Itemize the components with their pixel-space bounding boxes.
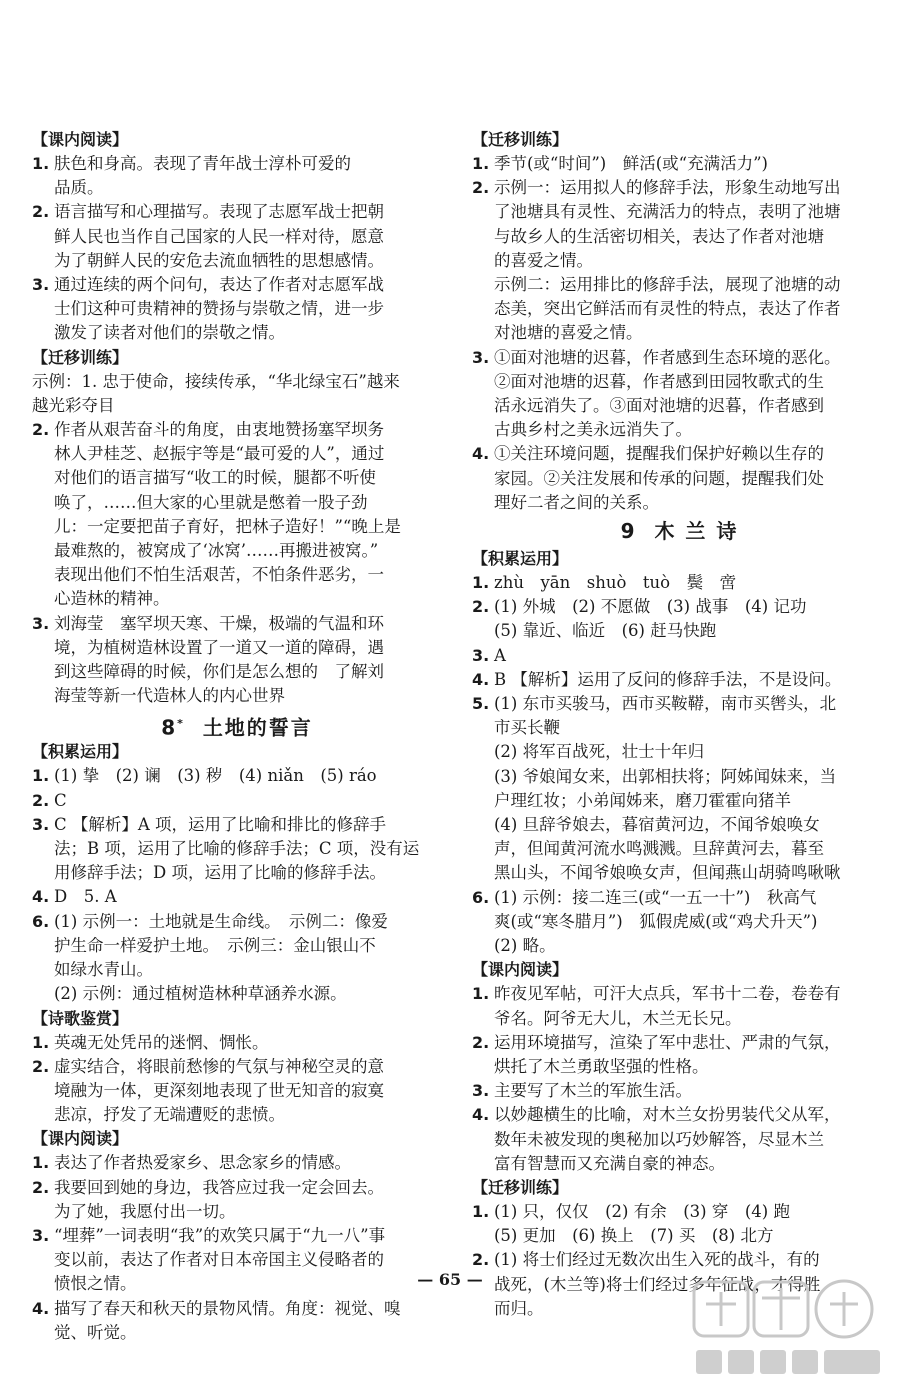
answer-item [32,789,442,813]
answer-line: 护生命一样爱护土地。 示例三：金山银山不 [54,935,376,955]
answer-line: 示例：1. 忠于使命，接续传承，“华北绿宝石”越来 [32,371,400,391]
answer-line: 英魂无处凭吊的迷惘、惆怅。 [54,1032,269,1052]
answer-item [32,813,442,886]
section-heading: 【积累运用】 [32,742,129,762]
answer-list [472,152,887,515]
answer-line: 境融为一体，更深刻地表现了世无知音的寂寞 [54,1080,384,1100]
answer-item [472,644,887,668]
item-number: 2. [32,420,50,440]
right-column [472,128,887,1321]
answer-line: ②面对池塘的迟暮，作者感到田园牧歌式的生 [494,371,824,391]
answer-line: 海莹等新一代造林人的内心世界 [54,686,285,706]
answer-item [32,273,442,346]
answer-line: 黑山头，不闻爷娘唤女声，但闻燕山胡骑鸣啾啾 [494,863,841,883]
item-number: 1. [472,1201,490,1221]
answer-line: 到这些障碍的时候，你们是怎么想的 了解刘 [54,662,384,682]
left-column [32,128,442,1345]
lesson-mark: * [177,717,185,731]
answer-item [472,668,887,692]
item-number: 4. [472,1105,490,1125]
answer-line: (1) 挚 (2) 谰 (3) 秽 (4) niǎn (5) ráo [54,766,377,786]
answer-line: 爽(或“寒冬腊月”) 狐假虎威(或“鸡犬升天”) [494,911,818,931]
answer-line: 昨夜见军帖，可汗大点兵，军书十二卷，卷卷有 [494,984,841,1004]
answer-line: (4) 旦辞爷娘去，暮宿黄河边，不闻爷娘唤女 [494,815,820,835]
answer-list [32,418,442,708]
answer-line: (1) 只，仅仅 (2) 有余 (3) 穿 (4) 跑 [494,1201,790,1221]
answer-line: 示例二：运用排比的修辞手法，展现了池塘的动 [494,275,841,295]
answer-line: 悲凉，抒发了无端遭贬的悲愤。 [54,1105,285,1125]
answer-line: 鲜人民也当作自己国家的人民一样对待，愿意 [54,226,384,246]
section-heading: 【课内阅读】 [472,960,569,980]
answer-list [32,152,442,346]
answer-line: 儿：一定要把苗子育好，把林子造好！”“晚上是 [54,516,401,536]
item-number: 6. [32,911,50,931]
answer-line: 战死，(木兰等)将士们经过多年征战，才得胜 [494,1274,821,1294]
section-heading: 【迁移训练】 [32,347,129,367]
item-number: 3. [32,275,50,295]
answer-item [472,1200,887,1248]
answer-item [472,346,887,443]
answer-item [472,1103,887,1176]
item-number: 2. [32,1056,50,1076]
answer-line: 肤色和身高。表现了青年战士淳朴可爱的 [54,154,351,173]
item-number: 4. [32,1298,50,1318]
answer-line: 烘托了木兰勇敢坚强的性格。 [494,1056,709,1076]
answer-line: 而归。 [494,1298,544,1318]
answer-item [472,1079,887,1103]
answer-item [32,1176,442,1224]
answer-line: (5) 靠近、临近 (6) 赶马快跑 [494,621,717,641]
answer-line: 户理红妆；小弟闻姊来，磨刀霍霍向猪羊 [494,790,791,810]
lesson-number: 9 [620,519,637,544]
answer-line: 对他们的语言描写“收工的时候，腿都不听使 [54,468,376,488]
item-number: 3. [472,645,490,665]
item-number: 2. [32,202,50,222]
answer-line: 变以前，表达了作者对日本帝国主义侵略者的 [54,1250,384,1270]
item-number: 4. [472,444,490,464]
item-number: 3. [32,1225,50,1245]
answer-line: 古典乡村之美永远消失了。 [494,420,692,440]
item-number: 2. [472,1250,490,1270]
item-number: 1. [32,1032,50,1052]
answer-list [472,571,887,958]
answer-line: 激发了读者对他们的崇敬之情。 [54,323,285,343]
answer-item [32,1151,442,1175]
answer-line: D 5. A [54,887,117,907]
example-answer [32,370,442,418]
answer-line: C 【解析】A 项，运用了比喻和排比的修辞手 [54,814,387,834]
answer-line: 为了她，我愿付出一切。 [54,1201,236,1221]
lesson-name: 土地的誓言 [202,716,313,741]
answer-item [32,885,442,909]
item-number: 2. [472,1032,490,1052]
answer-line: 作者从艰苦奋斗的角度，由衷地赞扬塞罕坝务 [54,420,384,440]
item-number: 2. [32,790,50,810]
item-number: 5. [472,694,490,714]
item-number: 2. [32,1177,50,1197]
item-number: 4. [32,887,50,907]
answer-line: 刘海莹 塞罕坝天寒、干燥，极端的气温和环 [54,613,384,633]
answer-line: A [494,645,506,665]
answer-line: 法；B 项，运用了比喻的修辞手法；C 项，没有运 [54,839,420,859]
watermark-logo [688,1274,888,1384]
answer-list [472,982,887,1176]
answer-line: 描写了春天和秋天的景物风情。角度：视觉、嗅 [54,1298,401,1318]
answer-line: (1) 将士们经过无数次出生入死的战斗，有的 [494,1250,820,1270]
answer-item [32,1055,442,1128]
item-number: 1. [32,1153,50,1173]
answer-item [32,200,442,273]
answer-line: 声，但闻黄河流水鸣溅溅。旦辞黄河去，暮至 [494,839,824,859]
section-heading: 【迁移训练】 [472,130,569,149]
item-number: 1. [472,984,490,1004]
answer-line: B 【解析】运用了反问的修辞手法，不是设问。 [494,669,842,689]
answer-line: (2) 略。 [494,936,556,956]
item-number: 3. [472,1081,490,1101]
answer-line: 表达了作者热爱家乡、思念家乡的情感。 [54,1153,351,1173]
answer-line: 对池塘的喜爱之情。 [494,323,643,343]
answer-line: (1) 外城 (2) 不愿做 (3) 战事 (4) 记功 [494,597,807,617]
answer-item [472,442,887,515]
lesson-title [32,708,442,740]
answer-item [32,612,442,709]
section-heading: 【课内阅读】 [32,130,129,149]
answer-line: (1) 示例一：土地就是生命线。 示例二：像爱 [54,911,388,931]
answer-line: 理好二者之间的关系。 [494,492,659,512]
section-heading: 【课内阅读】 [32,1129,129,1149]
item-number: 3. [32,814,50,834]
answer-line: 了池塘具有灵性、充满活力的特点，表明了池塘 [494,202,841,222]
answer-line: 数年未被发现的奥秘加以巧妙解答，尽显木兰 [494,1129,824,1149]
item-number: 1. [32,154,50,173]
answer-line: 示例一：运用拟人的修辞手法，形象生动地写出 [494,178,841,198]
answer-line: ①关注环境问题，提醒我们保护好赖以生存的 [494,444,824,464]
section-heading: 【诗歌鉴赏】 [32,1008,129,1028]
answer-line: 我要回到她的身边，我答应过我一定会回去。 [54,1177,384,1197]
answer-list [32,764,442,1006]
answer-item [472,595,887,643]
answer-line: 以妙趣横生的比喻，对木兰女扮男装代父从军， [494,1105,841,1125]
answer-item [472,692,887,886]
answer-line: ①面对池塘的迟暮，作者感到生态环境的恶化。 [494,347,841,367]
answer-line: 越光彩夺目 [32,395,115,415]
answer-item [472,886,887,959]
answer-line: 通过连续的两个问句，表达了作者对志愿军战 [54,275,384,295]
answer-line: 爷名。阿爷无大儿，木兰无长兄。 [494,1008,742,1028]
answer-item [472,1031,887,1079]
answer-line: 运用环境描写，渲染了军中悲壮、严肃的气氛， [494,1032,841,1052]
answer-line: 用修辞手法；D 项，运用了比喻的修辞手法。 [54,863,386,883]
answer-line: C [54,790,67,810]
answer-item [472,152,887,176]
answer-list [32,1151,442,1345]
answer-line: 为了朝鲜人民的安危去流血牺牲的思想感情。 [54,250,384,270]
section-heading: 【迁移训练】 [472,1177,569,1197]
item-number: 1. [472,154,490,173]
lesson-number: 8 [161,716,178,741]
answer-line: 虚实结合，将眼前愁惨的气氛与神秘空灵的意 [54,1056,384,1076]
item-number: 1. [472,573,490,593]
answer-line: 态美，突出它鲜活而有灵性的特点，表达了作者 [494,299,841,319]
answer-line: 富有智慧而又充满自豪的神态。 [494,1153,725,1173]
answer-line: (3) 爷娘闻女来，出郭相扶将；阿姊闻妹来，当 [494,766,837,786]
item-number: 3. [472,347,490,367]
answer-line: 愤恨之情。 [54,1274,137,1294]
lesson-name: 木 兰 诗 [654,519,739,544]
answer-line: 主要写了木兰的军旅生活。 [494,1081,692,1101]
answer-line: 市买长鞭 [494,718,560,738]
answer-item [32,418,442,612]
answer-line: 境，为植树造林设置了一道又一道的障碍，遇 [54,637,384,657]
answer-line: 语言描写和心理描写。表现了志愿军战士把朝 [54,202,384,222]
answer-line: (2) 将军百战死，壮士十年归 [494,742,705,762]
item-number: 1. [32,766,50,786]
answer-item [32,910,442,1007]
answer-line: 活永远消失了。③面对池塘的迟暮，作者感到 [494,396,824,416]
answer-line: (2) 示例：通过植树造林种草涵养水源。 [54,984,347,1004]
answer-line: (1) 示例：接二连三(或“一五一十”) 秋高气 [494,887,817,907]
answer-line: (1) 东市买骏马，西市买鞍鞯，南市买辔头，北 [494,694,837,714]
answer-line: 唤了，……但大家的心里就是憋着一股子劲 [54,492,368,512]
answer-line: 士们这种可贵精神的赞扬与崇敬之情，进一步 [54,299,384,319]
item-number: 2. [472,178,490,198]
item-number: 4. [472,669,490,689]
page-number: — 65 — [417,1270,483,1289]
answer-item [32,1297,442,1345]
answer-line: zhù yān shuò tuò 鬓 啻 [494,573,737,593]
answer-line: 林人尹桂芝、赵振宇等是“最可爱的人”，通过 [54,444,385,464]
item-number: 2. [472,597,490,617]
section-heading: 【积累运用】 [472,549,569,569]
answer-item [32,1031,442,1055]
item-number: 3. [32,613,50,633]
answer-line: 心造林的精神。 [54,589,170,609]
item-number: 6. [472,887,490,907]
answer-item [472,571,887,595]
answer-list [32,1031,442,1128]
answer-line: 品质。 [54,178,104,198]
answer-line: 季节(或“时间”) 鲜活(或“充满活力”) [494,154,768,173]
answer-item [472,176,887,345]
answer-item [472,982,887,1030]
lesson-title [472,515,887,547]
answer-item [32,152,442,200]
answer-line: 觉、听觉。 [54,1322,137,1342]
answer-line: 表现出他们不怕生活艰苦，不怕条件恶劣，一 [54,565,384,585]
answer-line: 家园。②关注发展和传承的问题，提醒我们处 [494,468,824,488]
answer-line: 如绿水青山。 [54,960,153,980]
answer-line: 的喜爱之情。 [494,250,593,270]
answer-line: 与故乡人的生活密切相关，表达了作者对池塘 [494,226,824,246]
answer-line: “埋葬”一词表明“我”的欢笑只属于“九一八”事 [54,1225,386,1245]
answer-line: 最难熬的，被窝成了‘冰窝’……再搬进被窝。” [54,541,379,561]
answer-line: (5) 更加 (6) 换上 (7) 买 (8) 北方 [494,1226,774,1246]
answer-item [32,764,442,788]
